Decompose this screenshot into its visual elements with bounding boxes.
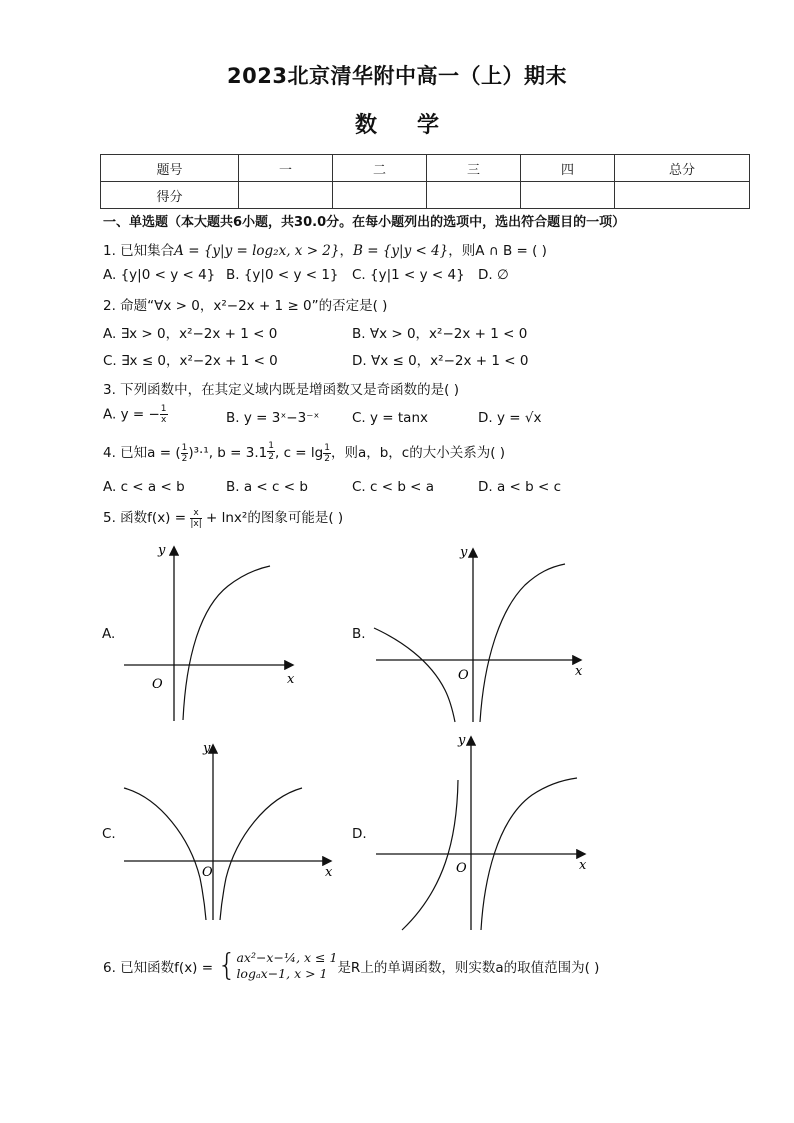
q6-pieces <box>236 950 337 982</box>
q4-stem-mid1: )³·¹, b = 3.1 <box>188 445 268 461</box>
score-cell: 总分 <box>615 155 750 182</box>
q2-option-a[interactable]: A. ∃x > 0，x²−2x + 1 < 0 <box>103 326 278 342</box>
score-cell: 二 <box>333 155 427 182</box>
q6-piece-2: logₐx−1, x > 1 <box>236 966 328 981</box>
q1-set-b: B = {y|y < 4} <box>352 243 449 259</box>
q4-option-d[interactable]: D. a < b < c <box>478 479 562 495</box>
q3-option-a-prefix: A. y = − <box>103 406 160 423</box>
q4-stem-prefix: 4. 已知a = ( <box>103 445 181 461</box>
page-title: 2023北京清华附中高一（上）期末 <box>227 64 567 88</box>
q1-option-d[interactable]: D. ∅ <box>478 267 509 283</box>
q4-stem-mid2: , c = lg <box>274 445 324 461</box>
score-table-header-row <box>101 155 750 182</box>
x-axis-label: x <box>575 664 583 679</box>
question-2-stem: 2. 命题“∀x > 0，x²−2x + 1 ≥ 0”的否定是( ) <box>103 298 388 314</box>
q3-option-b[interactable]: B. y = 3ˣ−3⁻ˣ <box>226 410 320 426</box>
q5-option-d[interactable]: D. <box>352 826 367 842</box>
q4-exponent-fraction <box>267 441 275 462</box>
q4-option-b[interactable]: B. a < c < b <box>226 479 308 495</box>
q4-option-a[interactable]: A. c < a < b <box>103 479 185 495</box>
q3-option-d[interactable]: D. y = √x <box>478 410 542 426</box>
fraction-numerator: 1 <box>268 441 274 451</box>
fraction-denominator: |x| <box>190 518 202 529</box>
graph-d[interactable] <box>372 730 592 935</box>
graph-c[interactable] <box>120 738 350 923</box>
q2-option-b[interactable]: B. ∀x > 0，x²−2x + 1 < 0 <box>352 326 528 342</box>
fraction-numerator: 1 <box>324 442 330 453</box>
q3-option-a[interactable] <box>103 404 168 425</box>
q1-option-a[interactable]: A. {y|0 < y < 4} <box>103 267 216 283</box>
q3-option-c[interactable]: C. y = tanx <box>352 410 429 426</box>
curve-left <box>374 628 455 722</box>
section-heading: 一、单选题（本大题共6小题，共30.0分。在每小题列出的选项中，选出符合题目的一项） <box>103 215 626 230</box>
y-axis-label: y <box>458 733 466 748</box>
q1-option-c[interactable]: C. {y|1 < y < 4} <box>352 267 465 283</box>
question-4-stem <box>103 441 505 464</box>
score-table <box>100 154 750 209</box>
y-axis-label: y <box>203 741 211 756</box>
q6-stem-suffix: 是R上的单调函数，则实数a的取值范围为( ) <box>337 960 600 976</box>
y-axis-label: y <box>158 543 166 558</box>
score-cell: 三 <box>427 155 521 182</box>
fraction-denominator: 2 <box>324 453 330 464</box>
origin-label: O <box>202 865 213 880</box>
question-1-stem <box>103 239 547 259</box>
fraction-denominator: 2 <box>181 453 188 464</box>
score-cell: 一 <box>239 155 333 182</box>
q1-option-b[interactable]: B. {y|0 < y < 1} <box>226 267 339 283</box>
curve-right <box>480 564 565 722</box>
fraction-numerator: 1 <box>181 442 188 453</box>
score-cell: 四 <box>521 155 615 182</box>
q1-set-a: A = {y|y = log₂x, x > 2} <box>174 243 340 259</box>
fraction-numerator: 1 <box>160 404 167 414</box>
fraction-denominator: x <box>160 415 167 425</box>
curve-left <box>402 780 458 930</box>
question-5-stem <box>103 506 343 529</box>
score-table-score-row <box>101 182 750 209</box>
q1-sep: ， <box>339 243 353 259</box>
q5-fraction <box>190 508 201 529</box>
q5-stem-prefix: 5. 函数f(x) = <box>103 510 191 526</box>
y-axis-label: y <box>460 545 468 560</box>
q6-stem-prefix: 6. 已知函数f(x) = <box>103 960 218 976</box>
q3-option-a-fraction <box>160 404 168 425</box>
q5-option-c[interactable]: C. <box>102 826 116 842</box>
question-3-stem: 3. 下列函数中，在其定义域内既是增函数又是奇函数的是( ) <box>103 382 459 398</box>
graph-a[interactable] <box>120 538 300 723</box>
origin-label: O <box>456 861 467 876</box>
score-input-cell[interactable] <box>521 182 615 209</box>
curve <box>183 566 270 720</box>
origin-label: O <box>152 677 163 692</box>
graph-b[interactable] <box>370 540 590 725</box>
score-input-cell[interactable] <box>615 182 750 209</box>
q5-option-a[interactable]: A. <box>102 626 116 642</box>
score-cell: 题号 <box>101 155 239 182</box>
score-cell: 得分 <box>101 182 239 209</box>
fraction-numerator: x <box>190 508 201 519</box>
question-6-stem <box>103 950 599 982</box>
brace-icon: { <box>217 948 237 983</box>
subject-title: 数学 <box>354 113 479 138</box>
q4-lg-fraction <box>323 443 331 464</box>
q1-stem-b: ，则A ∩ B = ( ) <box>448 243 547 259</box>
score-input-cell[interactable] <box>333 182 427 209</box>
x-axis-label: x <box>287 672 295 687</box>
q5-option-b[interactable]: B. <box>352 626 366 642</box>
x-axis-label: x <box>325 865 333 880</box>
q4-option-c[interactable]: C. c < b < a <box>352 479 435 495</box>
q4-stem-suffix: ，则a，b，c的大小关系为( ) <box>330 445 506 461</box>
score-input-cell[interactable] <box>239 182 333 209</box>
q2-option-d[interactable]: D. ∀x ≤ 0，x²−2x + 1 < 0 <box>352 353 529 369</box>
x-axis-label: x <box>579 858 587 873</box>
q5-stem-suffix: + lnx²的图象可能是( ) <box>201 510 344 526</box>
q2-option-c[interactable]: C. ∃x ≤ 0，x²−2x + 1 < 0 <box>103 353 278 369</box>
origin-label: O <box>458 668 469 683</box>
q1-stem-a: 1. 已知集合 <box>103 243 175 259</box>
curve-left <box>124 788 206 920</box>
q6-piece-1: ax²−x−¼, x ≤ 1 <box>236 950 338 965</box>
score-input-cell[interactable] <box>427 182 521 209</box>
fraction-denominator: 2 <box>268 452 274 462</box>
curve-right <box>220 788 302 920</box>
